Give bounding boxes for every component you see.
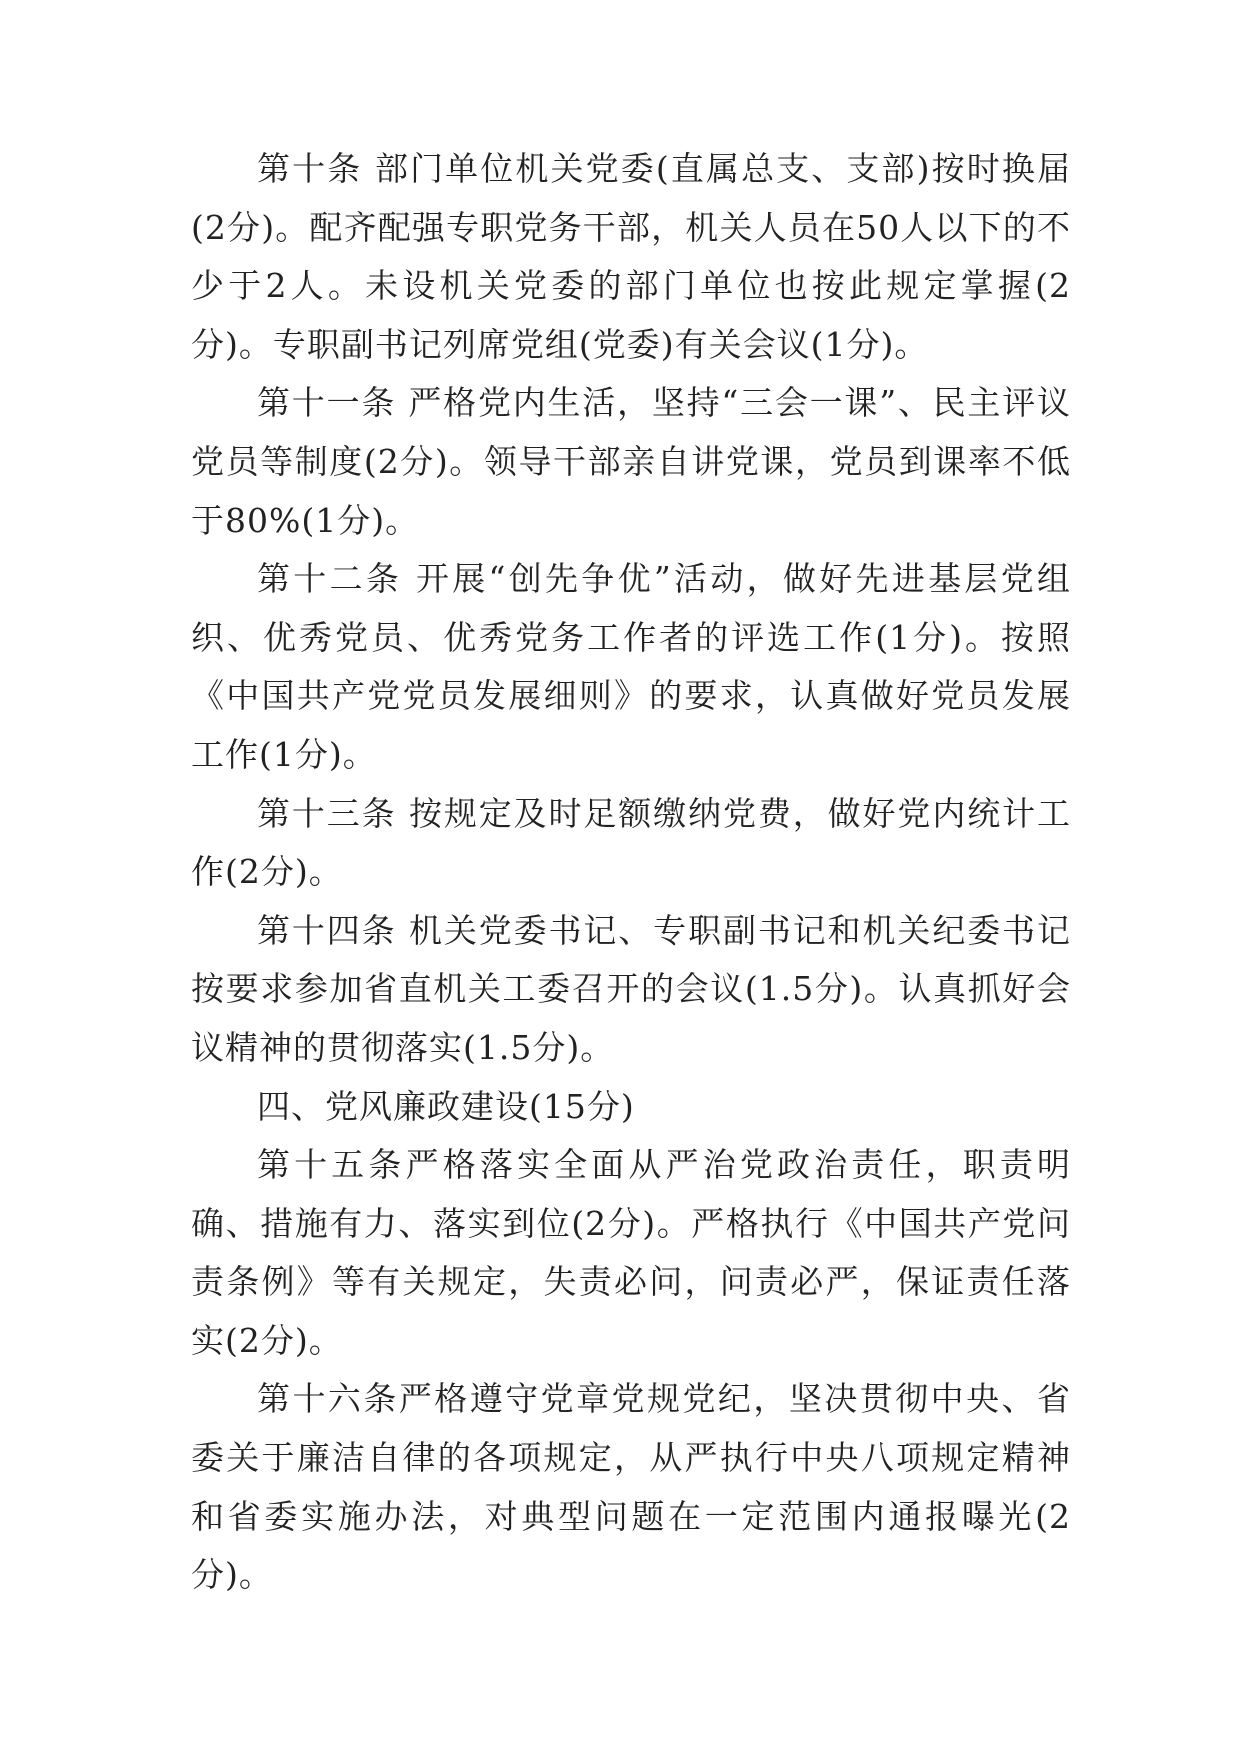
- article-16-paragraph: 第十六条严格遵守党章党规党纪，坚决贯彻中央、省委关于廉洁自律的各项规定，从严执行中央八项规定精神和省委实施办法，对典型问题在一定范围内通报曝光(2分)。: [191, 1379, 1071, 1595]
- article-12-paragraph: 第十二条 开展“创先争优”活动，做好先进基层党组织、优秀党员、优秀党务工作者的评选工作(1分)。按照《中国共产党党员发展细则》的要求，认真做好党员发展工作(1分)。: [191, 559, 1071, 774]
- article-10-paragraph: 第十条 部门单位机关党委(直属总支、支部)按时换届(2分)。配齐配强专职党务干部，机关人员在50人以下的不少于2人。未设机关党委的部门单位也按此规定掌握(2分)。专职副书记列席党组(党委)有关会议(1分)。: [191, 149, 1071, 364]
- article-14-paragraph: 第十四条 机关党委书记、专职副书记和机关纪委书记按要求参加省直机关工委召开的会议(1.5分)。认真抓好会议精神的贯彻落实(1.5分)。: [191, 910, 1071, 1067]
- article-11-paragraph: 第十一条 严格党内生活，坚持“三会一课”、民主评议党员等制度(2分)。领导干部亲自讲党课，党员到课率不低于80%(1分)。: [191, 383, 1071, 540]
- document-page: [191, 140, 1071, 1605]
- article-15-paragraph: 第十五条严格落实全面从严治党政治责任，职责明确、措施有力、落实到位(2分)。严格执行《中国共产党问责条例》等有关规定，失责必问，问责必严，保证责任落实(2分)。: [191, 1145, 1071, 1360]
- section-4-heading: 四、党风廉政建设(15分): [257, 1086, 635, 1126]
- article-13-paragraph: 第十三条 按规定及时足额缴纳党费，做好党内统计工作(2分)。: [191, 793, 1071, 892]
